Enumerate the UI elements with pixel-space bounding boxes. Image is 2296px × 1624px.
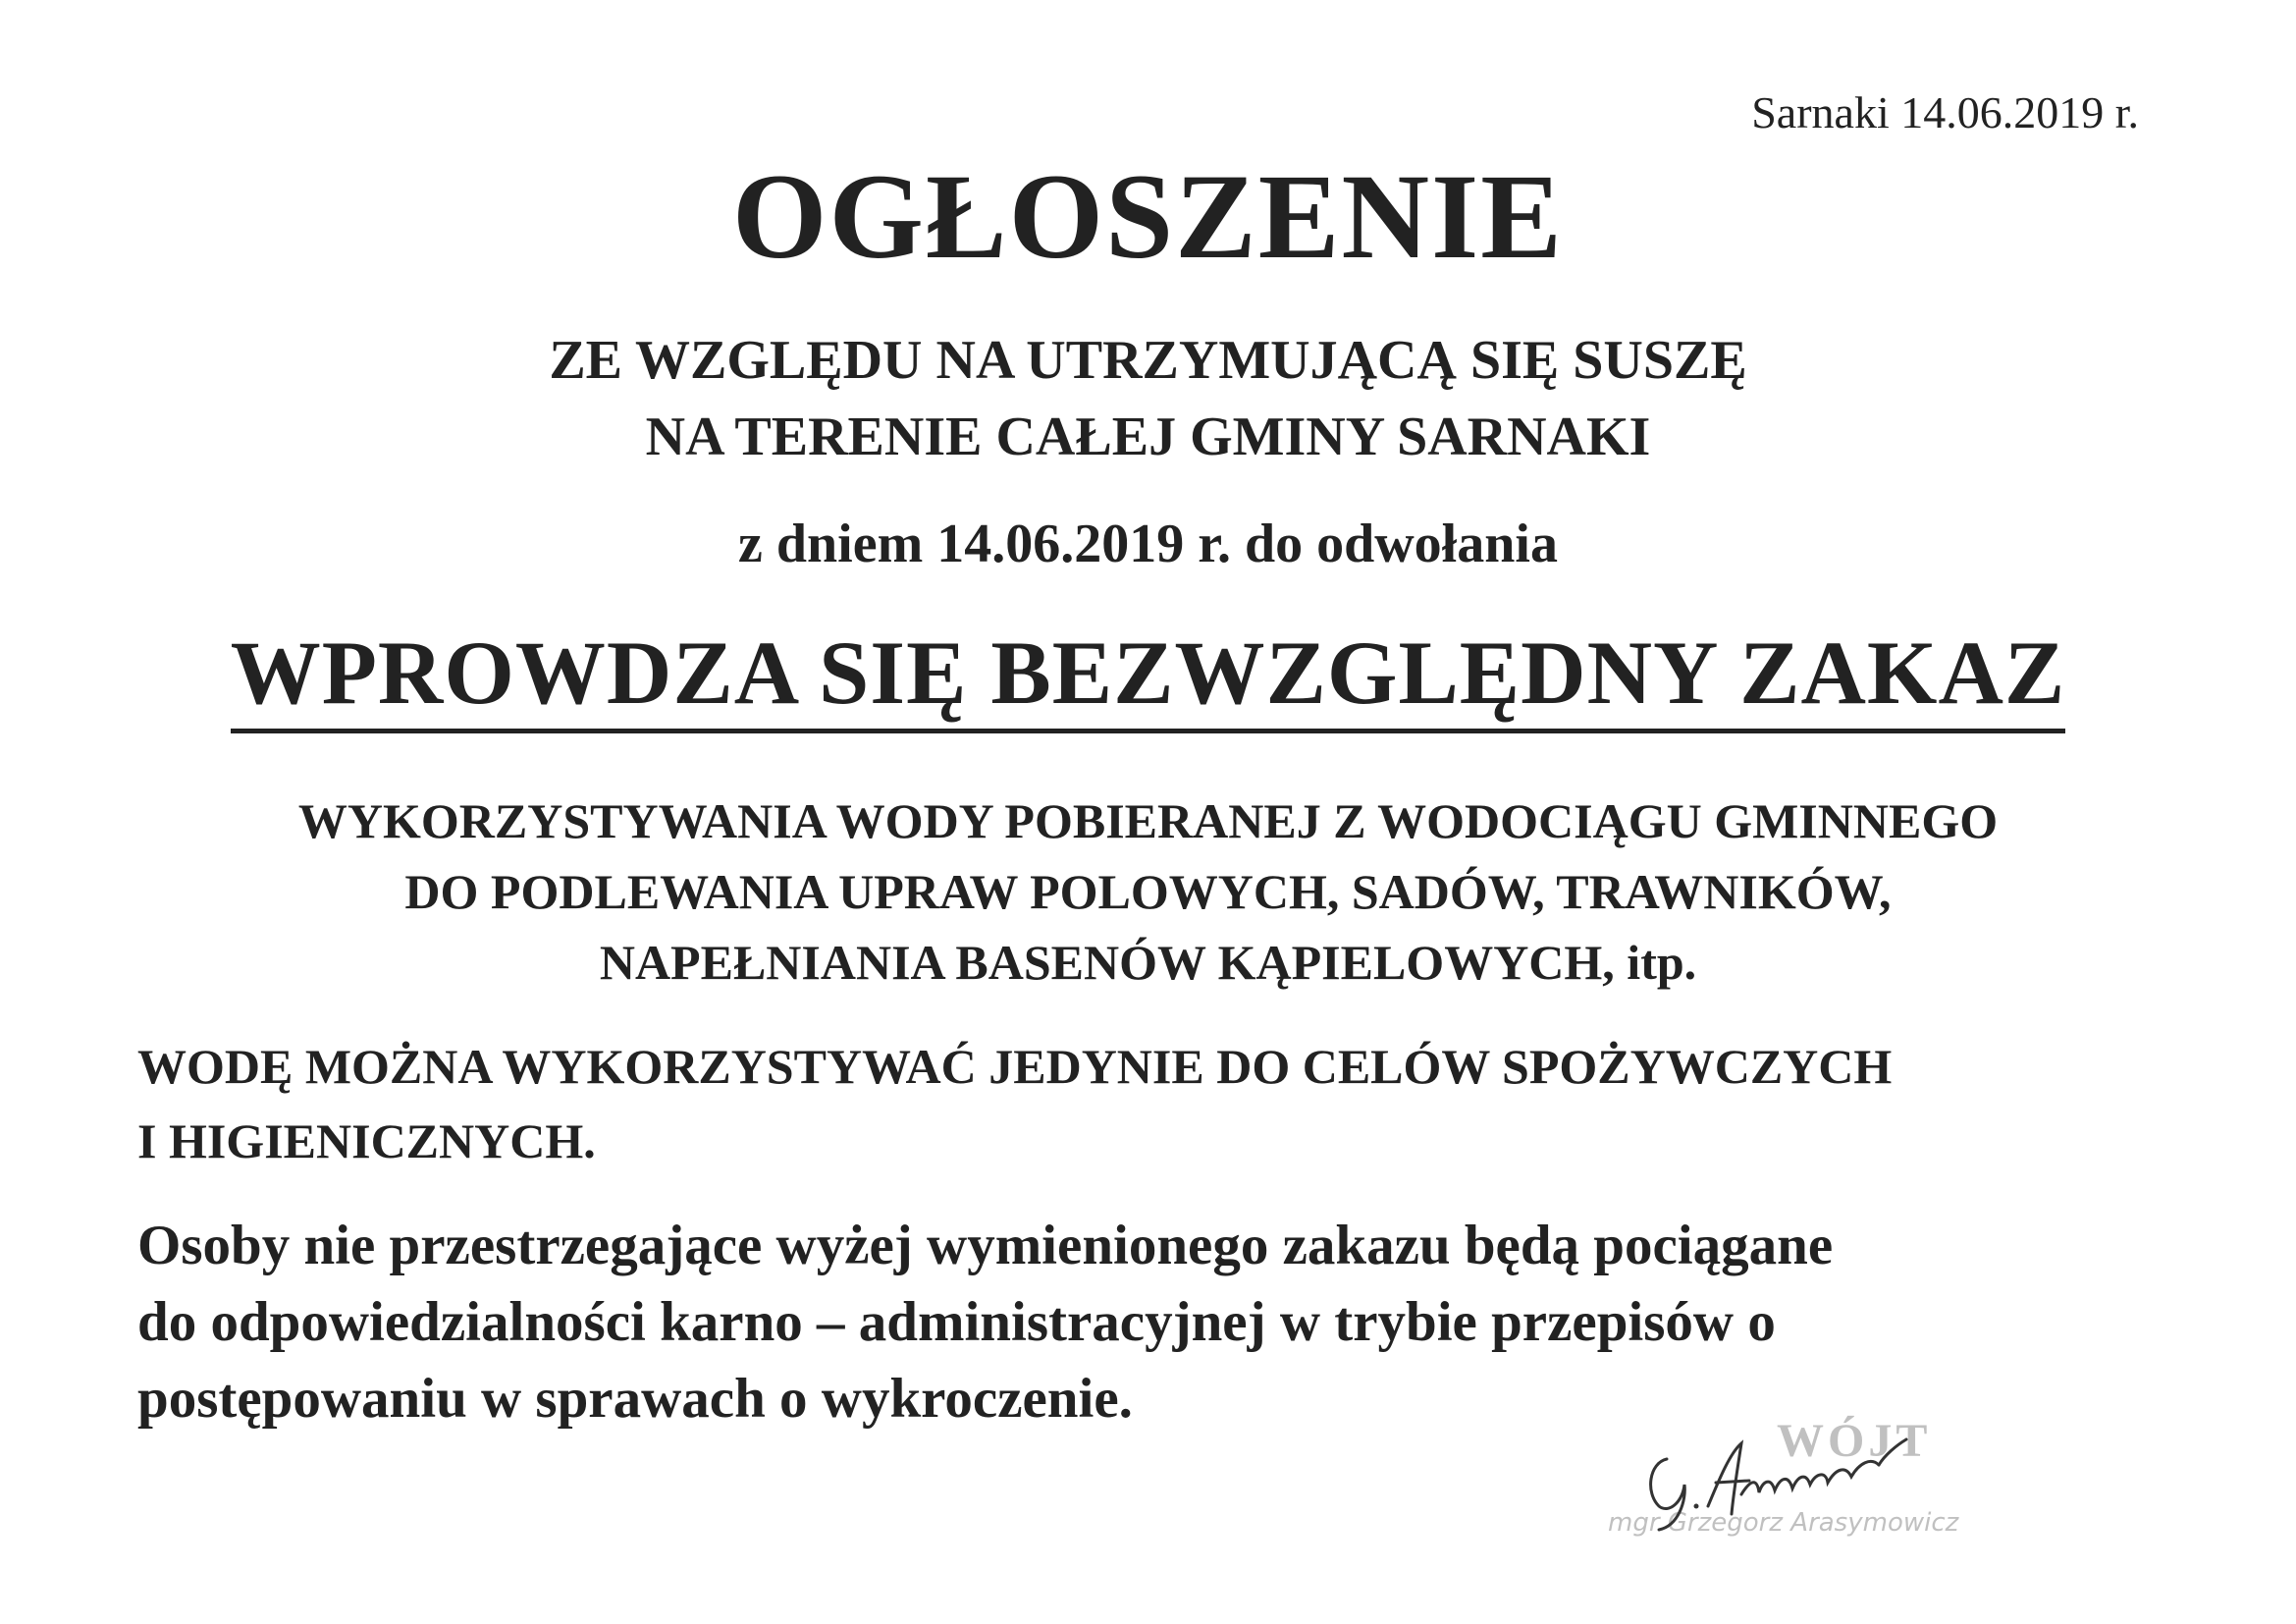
stamp-name: mgr Grzegorz Arasymowicz	[1608, 1508, 1959, 1538]
ban-scope	[0, 785, 2296, 998]
official-stamp	[1600, 1414, 1959, 1571]
scope-line-3: NAPEŁNIANIA BASENÓW KĄPIELOWYCH, itp.	[599, 935, 1697, 990]
place-and-date: Sarnaki 14.06.2019 r.	[1751, 87, 2139, 137]
announcement-title: OGŁOSZENIE	[732, 149, 1564, 284]
allowed-use	[137, 1029, 2198, 1178]
reason-block	[0, 322, 2296, 475]
penalty-line-2: do odpowiedzialności karno – administracyjnej w trybie przepisów o	[137, 1291, 1776, 1353]
penalty-line-1: Osoby nie przestrzegające wyżej wymienionego zakazu będą pociągane	[137, 1215, 1834, 1276]
scope-line-1: WYKORZYSTYWANIA WODY POBIERANEJ Z WODOCIĄGU GMINNEGO	[297, 793, 1999, 848]
stamp-title: WÓJT	[1777, 1415, 1932, 1467]
reason-line-1: ZE WZGLĘDU NA UTRZYMUJĄCĄ SIĘ SUSZĘ	[549, 330, 1747, 391]
ban-heading-text: WPROWDZA SIĘ BEZWZGLĘDNY ZAKAZ	[231, 621, 2066, 733]
penalty-line-3: postępowaniu w sprawach o wykroczenie.	[137, 1368, 1133, 1430]
handwritten-signature	[1639, 1424, 1963, 1532]
ban-heading	[0, 621, 2296, 733]
penalty-notice	[137, 1208, 2198, 1437]
reason-line-2: NA TERENIE CAŁEJ GMINY SARNAKI	[645, 406, 1651, 467]
allowed-line-1: WODĘ MOŻNA WYKORZYSTYWAĆ JEDYNIE DO CELÓW SPOŻYWCZYCH	[137, 1039, 1893, 1094]
allowed-line-2: I HIGIENICZNYCH.	[137, 1113, 596, 1168]
effective-date: z dniem 14.06.2019 r. do odwołania	[738, 514, 1558, 574]
scope-line-2: DO PODLEWANIA UPRAW POLOWYCH, SADÓW, TRAWNIKÓW,	[404, 864, 1892, 919]
